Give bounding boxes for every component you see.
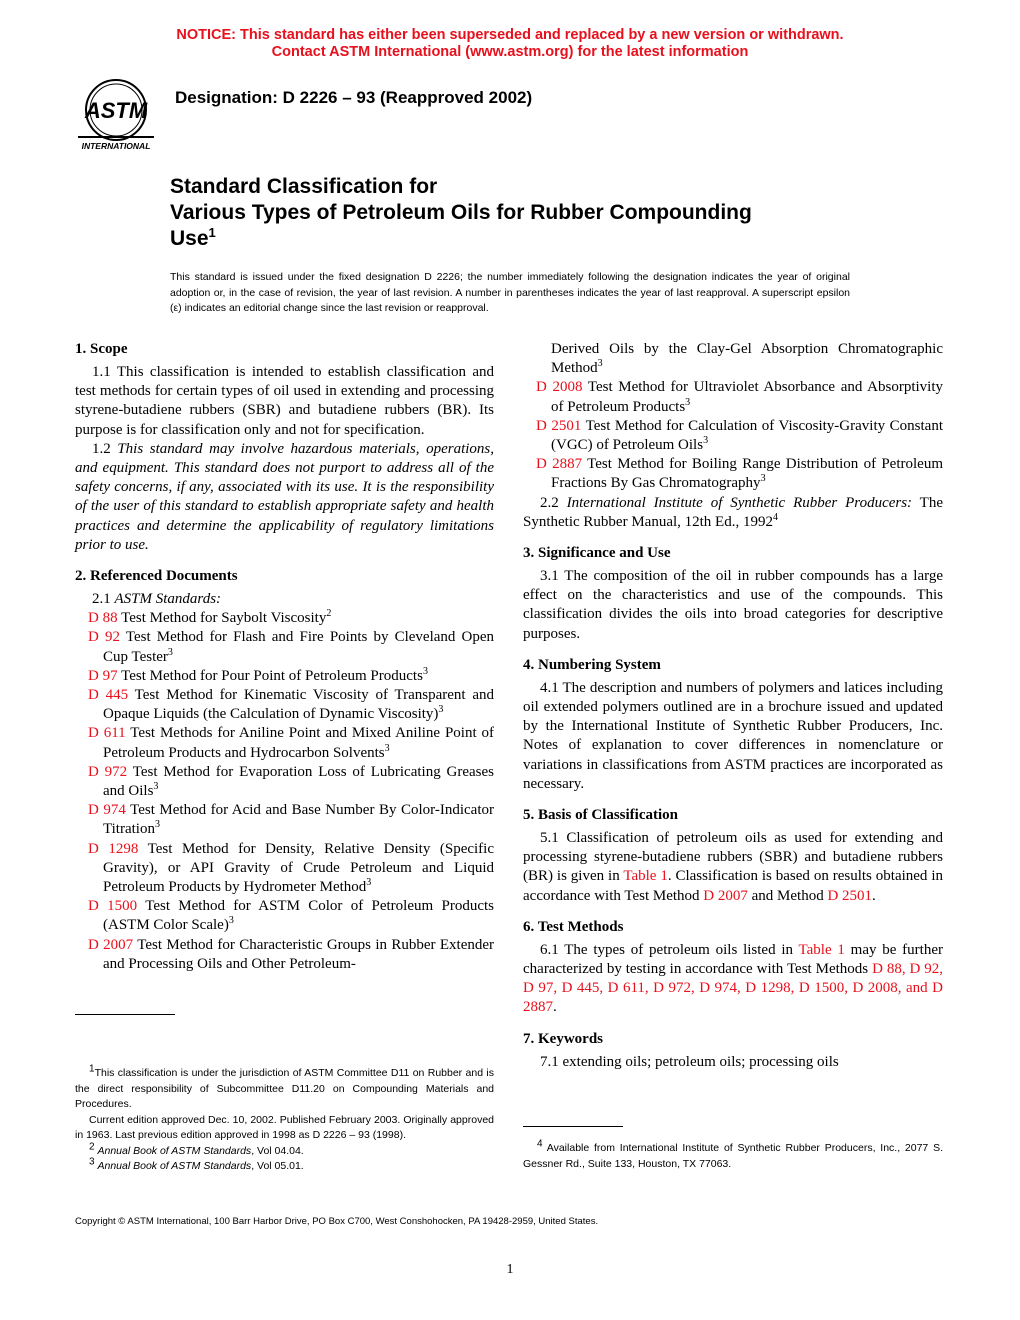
- footnote-rule: [75, 1014, 175, 1015]
- astm-logo: [68, 76, 164, 156]
- reference-code-link[interactable]: D 1298: [88, 840, 139, 857]
- table-1-link-2[interactable]: Table 1: [798, 941, 845, 958]
- reference-item: [75, 801, 494, 839]
- reference-code-link[interactable]: D 2501: [536, 417, 582, 434]
- reference-code-link[interactable]: D 97: [88, 667, 118, 684]
- footnote-rule-right: [523, 1126, 623, 1127]
- section-heading-significance: 3. Significance and Use: [523, 545, 671, 562]
- footnote-mark: 3: [422, 665, 428, 677]
- svg-text:ASTM: ASTM: [84, 98, 148, 123]
- footnote-mark: 3: [760, 473, 766, 485]
- reference-code-link[interactable]: D 611: [88, 725, 126, 742]
- footnote-mark: 3: [167, 646, 173, 658]
- paragraph-3-1: 3.1 The composition of the oil in rubber compounds has a large effect on the characteristics and use of the compounds. This classification divides the oils into broad categories for descriptive purposes.: [523, 568, 943, 642]
- reference-code-link[interactable]: D 2007: [88, 936, 134, 953]
- issued-note: This standard is issued under the fixed designation D 2226; the number immediately following the designation indicates the year of original adoption or, in the case of revision, the year of last revision. A number in parentheses indicates the year of last reapproval. A superscript epsilon (ε) indicates an editorial change since the last revision or reapproval.: [170, 271, 850, 314]
- paragraph-1-1: 1.1 This classification is intended to establish classification and test methods for certain types of oil used in extending and processing styrene-butadiene rubbers (SBR) and butadiene rubbers (BR). Its purpose is for classification only and not for specification.: [75, 364, 494, 438]
- reference-code-link[interactable]: D 88: [88, 610, 118, 627]
- reference-list: [75, 609, 494, 974]
- notice-banner: [0, 27, 1020, 61]
- paragraph-4-1: 4.1 The description and numbers of polymers and latices including oil extended polymers outlined are in a brochure issued and updated by the International Institute of Synthetic Rubber Producers, Inc. Notes of explanation to cover differences in nomenclature or variations in classifications from ASTM practices are incorporated as necessary.: [523, 679, 943, 792]
- reference-item: [75, 936, 494, 974]
- designation: Designation: D 2226 – 93 (Reapproved 2002): [175, 88, 533, 107]
- paragraph-1-2: 1.2 This standard may involve hazardous materials, operations, and equipment. This standard does not purport to address all of the safety concerns, if any, associated with its use. It is the responsibility of the user of this standard to establish appropriate safety and health practices and determine the applicability of regulatory limitations prior to use.: [75, 440, 494, 553]
- footnote-mark: 3: [685, 396, 691, 408]
- reference-code-link[interactable]: D 92: [88, 629, 120, 646]
- paragraph-2-1: 2.1 ASTM Standards:: [92, 591, 222, 608]
- section-heading-test-methods: 6. Test Methods: [523, 918, 624, 935]
- footnote-mark: 3: [154, 819, 160, 831]
- section-heading-keywords: 7. Keywords: [523, 1030, 603, 1047]
- footnote-3: $^3$ Annual Book of ASTM Standards, Vol 05.01.: [89, 1156, 304, 1172]
- title-line-2: Various Types of Petroleum Oils for Rubber Compounding: [170, 201, 752, 224]
- reference-title: Test Method for Saybolt Viscosity: [121, 610, 327, 627]
- reference-code-link[interactable]: D 972: [88, 763, 128, 780]
- section-heading-scope: 1. Scope: [75, 341, 128, 357]
- reference-code-link[interactable]: D 1500: [88, 898, 138, 915]
- paragraph-2-2: 2.2 International Institute of Synthetic Rubber Producers: The Synthetic Rubber Manual, 12th Ed., 1992$^4$: [523, 494, 943, 530]
- footnote-1-edition: Current edition approved Dec. 10, 2002. Published February 2003. Originally approved in 1963. Last previous edition approved in 1998 as D 2226 – 93 (1998).: [75, 1113, 494, 1141]
- footnote-mark: 2: [326, 608, 332, 620]
- reference-title: Test Method for Acid and Base Number By Color-Indicator Titration: [103, 802, 494, 838]
- reference-title: Test Methods for Aniline Point and Mixed Aniline Point of Petroleum Products and Hydrocarbon Solvents: [103, 725, 495, 761]
- copyright: Copyright © ASTM International, 100 Barr Harbor Drive, PO Box C700, West Conshohocken, PA 19428-2959, United States.: [75, 1216, 599, 1227]
- paragraph-5-1: 5.1 Classification of petroleum oils as used for extending and processing styrene-butadiene rubbers (SBR) and butadiene rubbers (BR) is given in Table 1. Classification is based on results obtained in accordance with Test Method D 2007 and Method D 2501.: [523, 830, 943, 904]
- reference-title: Test Method for Density, Relative Density (Specific Gravity), or API Gravity of Crude Petroleum and Liquid Petroleum Products by Hydrometer Method: [103, 840, 494, 896]
- reference-title: Test Method for ASTM Color of Petroleum Products (ASTM Color Scale): [103, 898, 494, 934]
- reference-item: [75, 724, 494, 762]
- reference-item: [523, 378, 943, 416]
- footnote-mark: 3: [703, 435, 709, 447]
- reference-code-link[interactable]: D 2008: [536, 379, 583, 396]
- footnote-4: $^4$ Available from International Institute of Synthetic Rubber Producers, Inc., 2077 S. Gessner Rd., Suite 133, Houston, TX 77063.: [523, 1138, 943, 1170]
- reference-code-link[interactable]: D 974: [88, 802, 126, 819]
- reference-item: [75, 840, 494, 898]
- left-column: [75, 340, 494, 974]
- reference-item: [75, 763, 494, 801]
- section-heading-basis: 5. Basis of Classification: [523, 807, 679, 824]
- footnotes-left: [75, 1063, 494, 1175]
- right-column: [523, 340, 943, 1072]
- section-heading-numbering: 4. Numbering System: [523, 656, 661, 673]
- reference-continuation: Derived Oils by the Clay-Gel Absorption Chromatographic Method$^3$: [551, 341, 943, 377]
- reference-item: [75, 686, 494, 724]
- footnote-mark: 3: [366, 877, 372, 889]
- footnote-mark: 3: [438, 704, 444, 716]
- reference-title: Test Method for Ultraviolet Absorbance and Absorptivity of Petroleum Products: [551, 379, 943, 415]
- footnote-mark: 3: [384, 742, 390, 754]
- table-1-link[interactable]: Table 1: [623, 868, 668, 885]
- reference-title: Test Method for Flash and Fire Points by Cleveland Open Cup Tester: [103, 629, 495, 665]
- page-number: 1: [506, 1262, 514, 1277]
- notice-line-1: NOTICE: This standard has either been superseded and replaced by a new version or withdrawn.: [176, 27, 844, 43]
- reference-code-link[interactable]: D 445: [88, 687, 129, 704]
- reference-title: Test Method for Evaporation Loss of Lubricating Greases and Oils: [103, 763, 494, 800]
- reference-title: Test Method for Characteristic Groups in Rubber Extender and Processing Oils and Other Petroleum-: [103, 936, 495, 972]
- svg-text:INTERNATIONAL: INTERNATIONAL: [81, 141, 151, 151]
- reference-item: [75, 667, 494, 686]
- footnote-mark: 3: [153, 781, 159, 793]
- notice-line-2: Contact ASTM International (www.astm.org) for the latest information: [271, 44, 749, 60]
- d2501-link[interactable]: D 2501: [827, 887, 873, 904]
- reference-item: [75, 609, 494, 628]
- reference-code-link[interactable]: D 2887: [536, 456, 583, 473]
- document-title: [170, 174, 870, 252]
- reference-item: [75, 628, 494, 666]
- reference-title: Test Method for Pour Point of Petroleum Products: [121, 667, 423, 684]
- test-method-links[interactable]: D 88, D 92, D 97, D 445, D 611, D 972, D 974, D 1298, D 1500, D 2008, and D 2887: [523, 961, 943, 1016]
- paragraph-6-1: 6.1 The types of petroleum oils listed in Table 1 may be further characterized by testing in accordance with Test Methods D 88, D 92, D 97, D 445, D 611, D 972, D 974, D 1298, D 1500, D 2008, and D 2887.: [523, 941, 943, 1016]
- reference-title: Test Method for Boiling Range Distribution of Petroleum Fractions By Gas Chromatography: [551, 456, 943, 492]
- footnote-mark: 3: [228, 915, 234, 927]
- reference-item: [75, 897, 494, 935]
- reference-item: [523, 417, 943, 455]
- reference-item: [523, 455, 943, 493]
- paragraph-7-1: 7.1 extending oils; petroleum oils; processing oils: [540, 1053, 839, 1070]
- astm-logo-icon: [68, 76, 164, 156]
- title-line-3: Use$^1$: [170, 225, 216, 250]
- reference-list-continued: [523, 378, 943, 493]
- footnotes-right: [523, 1138, 943, 1172]
- reference-title: Test Method for Calculation of Viscosity-Gravity Constant (VGC) of Petroleum Oils: [551, 417, 943, 454]
- footnote-1: $^1$This classification is under the jurisdiction of ASTM Committee D11 on Rubber and is the direct responsibility of Subcommittee D11.20 on Compounding Materials and Procedures.: [75, 1063, 494, 1110]
- section-heading-referenced: 2. Referenced Documents: [75, 568, 238, 585]
- reference-title: Test Method for Kinematic Viscosity of Transparent and Opaque Liquids (the Calculation of Dynamic Viscosity): [103, 687, 494, 723]
- d2007-link[interactable]: D 2007: [703, 887, 748, 904]
- title-line-1: Standard Classification for: [170, 175, 438, 198]
- footnote-2: $^2$ Annual Book of ASTM Standards, Vol 04.04.: [89, 1141, 304, 1157]
